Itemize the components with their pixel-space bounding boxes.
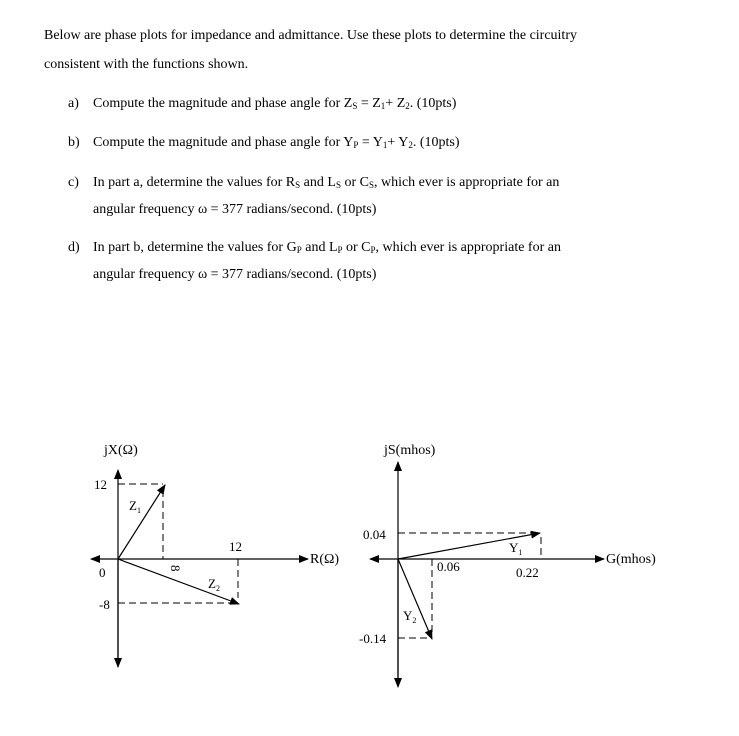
tick-neg014: -0.14 [359,631,387,646]
intro-line-2: consistent with the functions shown. [44,57,249,72]
question-d-text-line2: angular frequency ω = 377 radians/second. (10pts) [93,267,377,282]
question-d-label: d) [68,240,80,255]
tick-022: 0.22 [516,565,539,580]
admittance-y-label: jS(mhos) [384,443,436,458]
tick-neg8: -8 [99,597,110,612]
question-d-text: In part b, determine the values for $G_P$ and $L_P$ or $C_P$, which ever is appropriate for an [93,240,561,255]
label-y1: $Y_1$ [509,540,523,557]
impedance-y-label: jX(Ω) [104,443,138,458]
question-c-text-line2: angular frequency ω = 377 radians/second. (10pts) [93,202,377,217]
tick-006: 0.06 [437,559,460,574]
question-b-label: b) [68,135,80,150]
tick-0: 0 [99,565,106,580]
question-c-text: In part a, determine the values for $R_S$ and $L_S$ or $C_S$, which ever is appropriate for an [93,175,560,190]
impedance-plot [91,443,339,667]
tick-8-real: 8 [168,565,183,572]
label-y2: $Y_2$ [403,608,417,625]
question-b-text: Compute the magnitude and phase angle for $Y_P = Y_1+ Y_2$. (10pts) [93,135,460,150]
question-a-text: Compute the magnitude and phase angle for $Z_S = Z_1+ Z_2$. (10pts) [93,96,457,111]
label-z1: $Z_1$ [129,498,141,515]
question-c-label: c) [68,175,79,190]
admittance-x-label: G(mhos) [606,552,656,567]
question-a-label: a) [68,96,79,111]
label-z2: $Z_2$ [208,576,220,593]
impedance-x-label: R(Ω) [310,552,340,567]
vector-y2 [398,559,432,639]
intro-line-1: Below are phase plots for impedance and admittance. Use these plots to determine the circuitry [44,28,577,43]
vector-z1 [118,485,165,559]
tick-12-imag: 12 [94,477,107,492]
tick-12-real: 12 [229,539,242,554]
admittance-plot [359,443,656,687]
tick-004: 0.04 [363,527,386,542]
